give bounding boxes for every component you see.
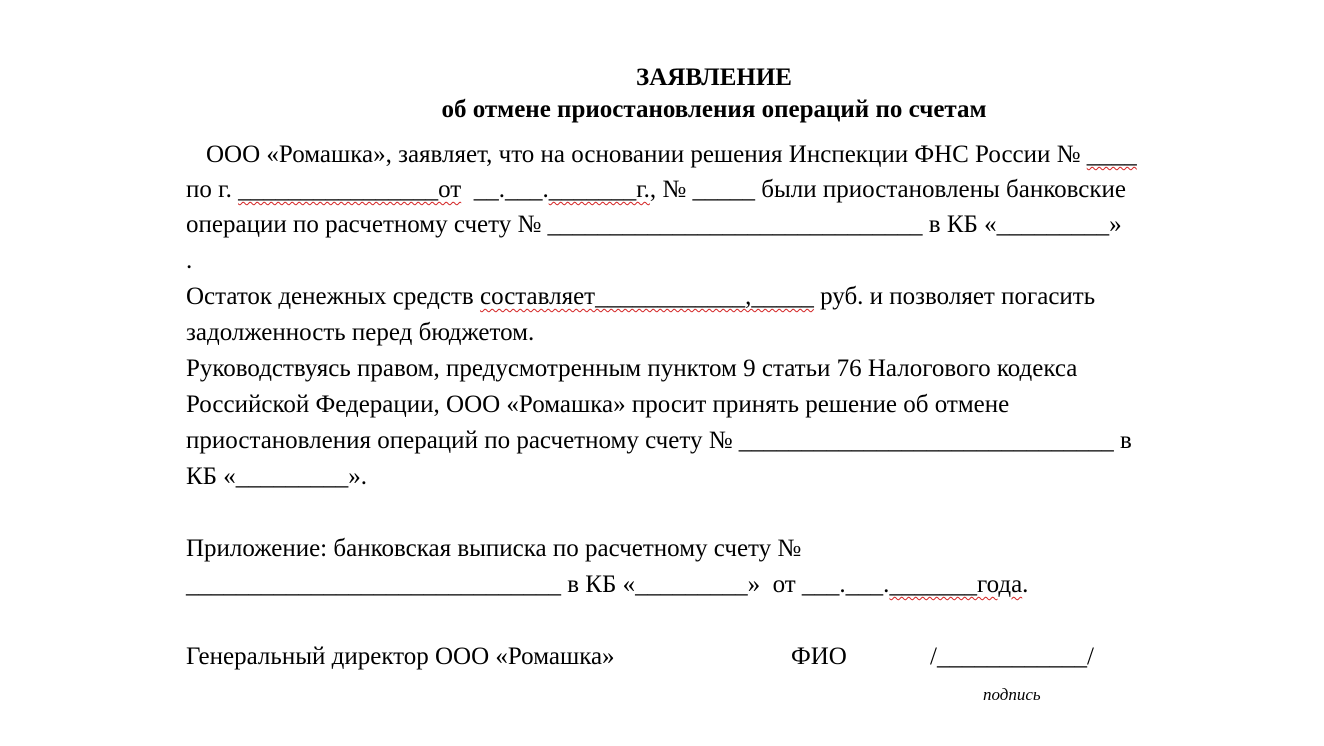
text-span: ______________________________ в КБ «_________» от ___.___. — [186, 571, 890, 598]
text-span: . — [1022, 571, 1029, 598]
paragraph1-line1 — [206, 139, 1137, 171]
text-span: руб. и позволяет погасить — [813, 283, 1096, 310]
document-title: ЗАЯВЛЕНИЕ — [636, 64, 792, 91]
balance-blank: составляет____________,_____ — [479, 283, 814, 310]
paragraph1-line4: . — [186, 247, 193, 274]
decision-number-blank: ____ — [1086, 141, 1137, 168]
signature-caption: подпись — [983, 685, 1041, 704]
paragraph1-line3: операции по расчетному счету № ______________________________ в КБ «_________» — [186, 211, 1122, 238]
city-blank: ________________от — [238, 176, 462, 203]
text-span: Остаток денежных средств — [186, 283, 480, 310]
document-subtitle: об отмене приостановления операций по счетам — [441, 96, 987, 123]
paragraph3-line1: Руководствуясь правом, предусмотренным пунктом 9 статьи 76 Налогового кодекса — [186, 355, 1078, 382]
paragraph3-line2: Российской Федерации, ООО «Ромашка» просит принять решение об отмене — [186, 391, 1010, 418]
year-blank: _______г. — [548, 176, 650, 203]
text-span: ООО «Ромашка», заявляет, что на основании решения Инспекции ФНС России № — [206, 141, 1087, 168]
text-span: по г. — [186, 176, 239, 203]
text-span: , № _____ были приостановлены банковские — [649, 176, 1126, 203]
attachment-line2 — [186, 569, 1028, 601]
paragraph3-line4: КБ «_________». — [186, 463, 368, 490]
signature-position: Генеральный директор ООО «Ромашка» — [186, 643, 615, 670]
paragraph2-line2: задолженность перед бюджетом. — [186, 319, 535, 346]
paragraph3-line3: приостановления операций по расчетному счету № ______________________________ в — [186, 427, 1132, 454]
attachment-year-blank: _______года — [889, 571, 1023, 598]
signature-line: /____________/ — [930, 643, 1094, 670]
date-blank: __.___. — [461, 176, 549, 203]
paragraph1-line2 — [186, 174, 1126, 206]
signature-name-label: ФИО — [791, 643, 847, 670]
paragraph2-line1 — [186, 281, 1095, 313]
attachment-line1: Приложение: банковская выписка по расчетному счету № — [186, 535, 802, 562]
